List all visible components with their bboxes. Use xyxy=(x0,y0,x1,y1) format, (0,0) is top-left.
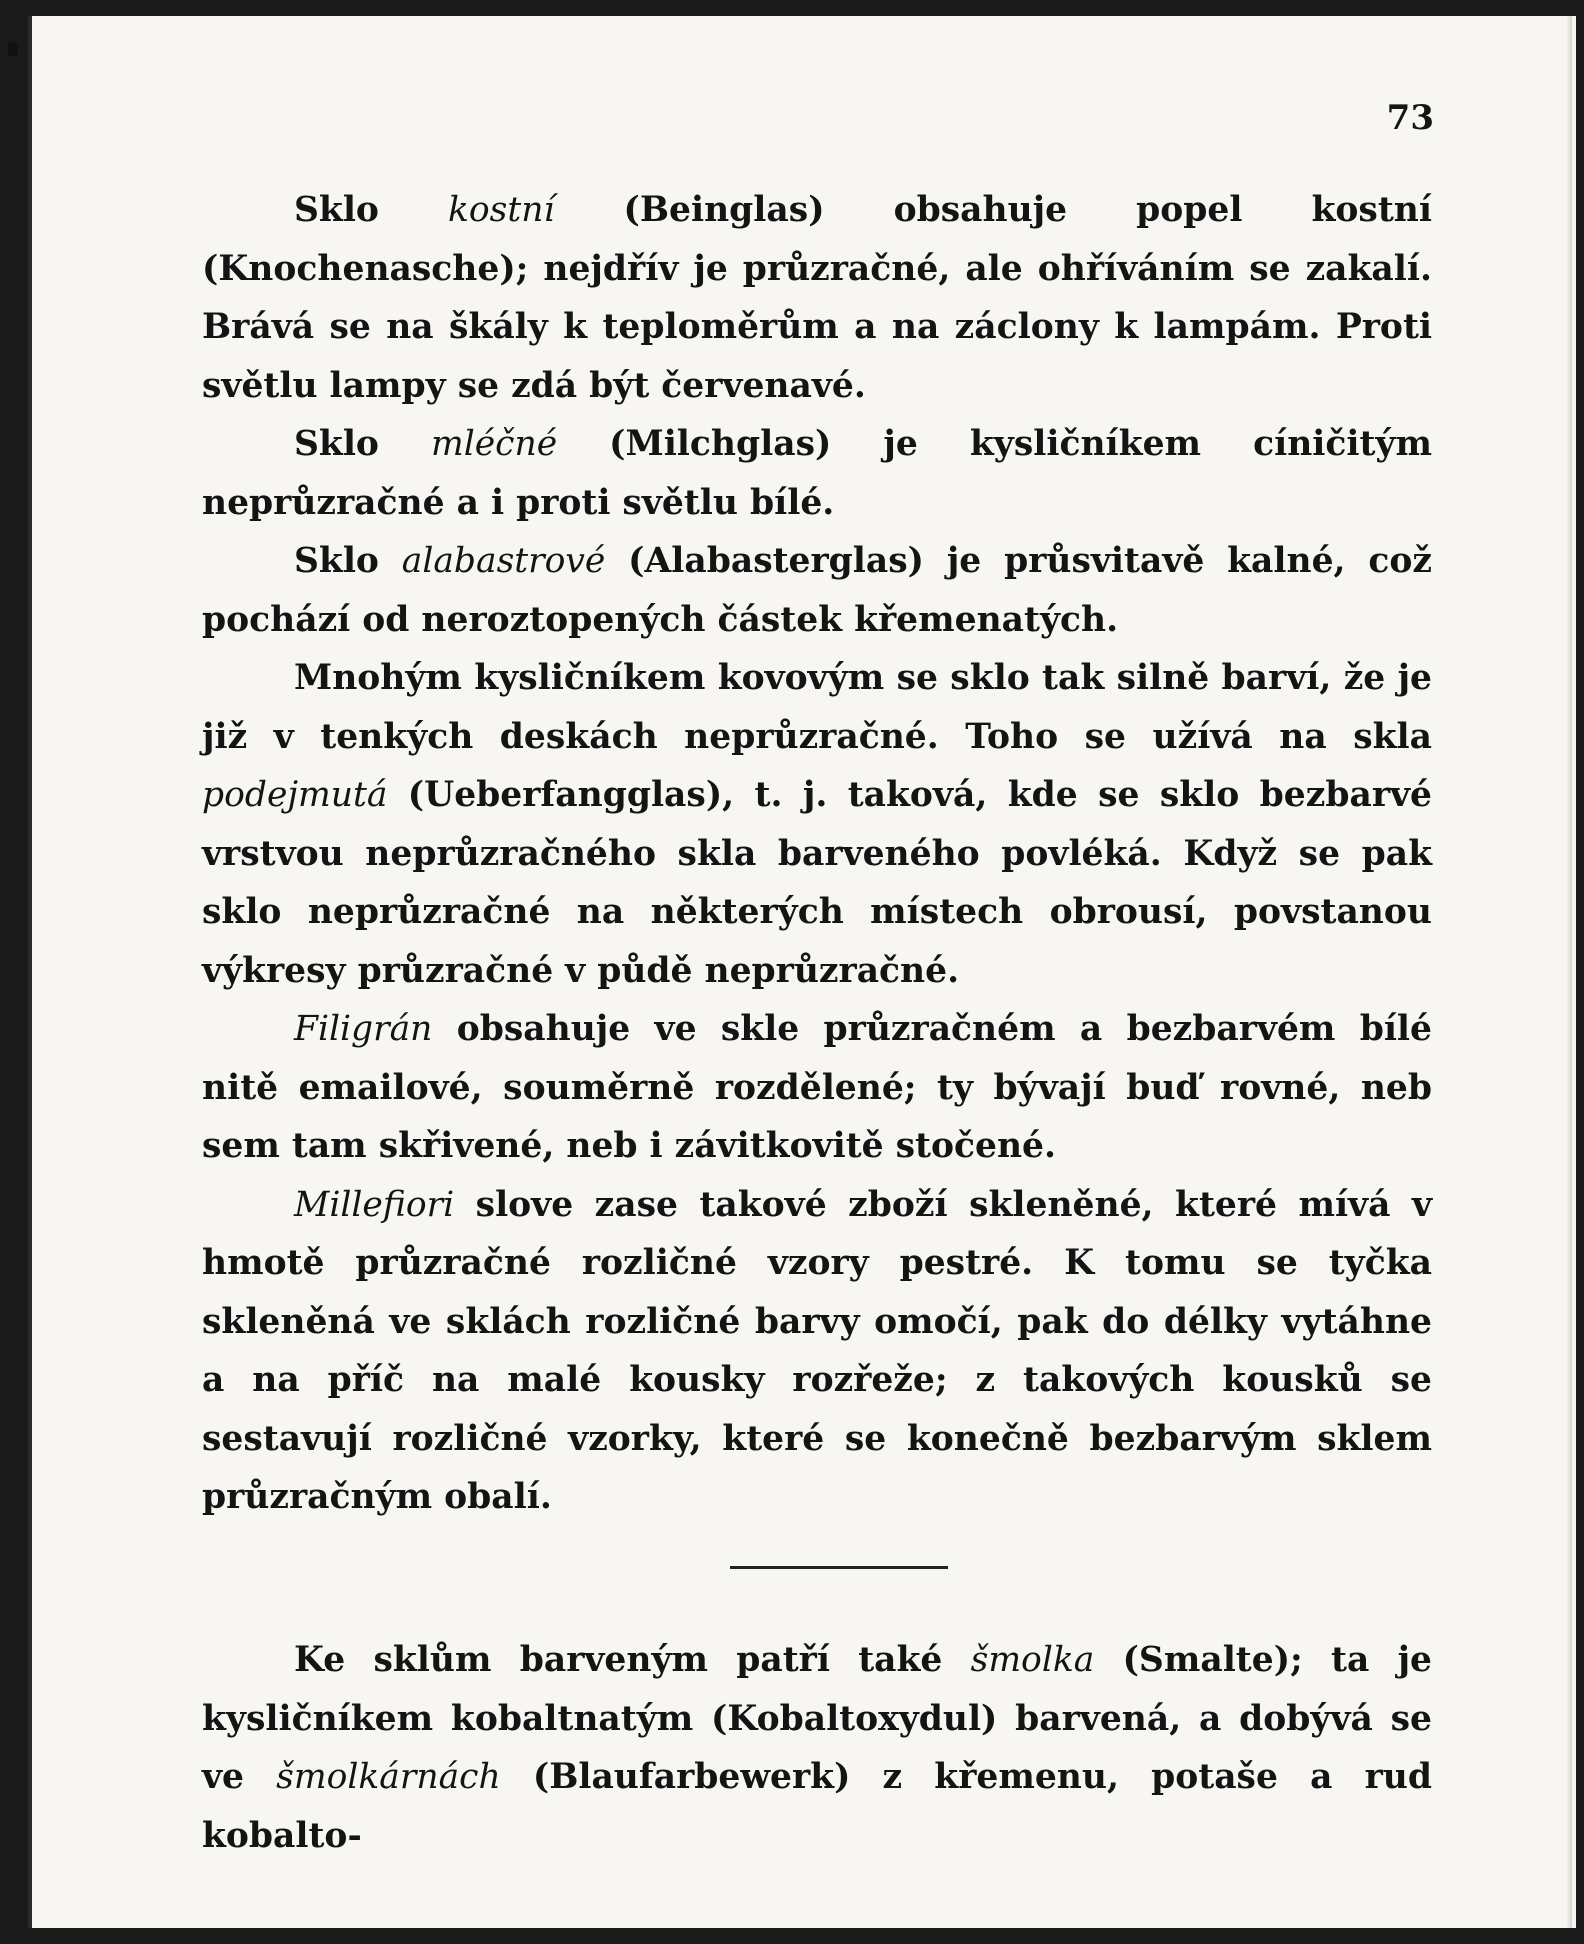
paragraph-kostni xyxy=(202,181,1432,415)
text-run: obsahuje ve skle průzračném a bezbarvém bílé nitě emailové, souměrně rozdělené; ty bývají buď rovné, neb sem tam skřivené, neb i závitkovitě stočené. xyxy=(202,1009,1432,1166)
page-edge-shadow xyxy=(1566,16,1572,1928)
text-run: Sklo xyxy=(294,424,431,464)
text-run: (Alabasterglas) je průsvitavě kalné, což pochází od neroztopených částek křemenatých. xyxy=(202,541,1432,640)
paragraph-alabastrove xyxy=(202,532,1432,649)
lower-text xyxy=(202,1631,1432,1865)
binding-mark xyxy=(8,42,18,56)
emphasis-term: mléčné xyxy=(431,424,558,464)
text-run: Ke sklům barveným patří také xyxy=(294,1640,971,1680)
text-run: slove zase takové zboží skleněné, které mívá v hmotě průzračné rozličné vzory pestré. K tomu se tyčka skleněná ve sklách rozličné barvy omočí, pak do délky vytáhne a na příč na malé kousky rozřeže; z takových kousků se sestavují rozličné vzorky, které se konečně bezbarvým sklem průzračným obalí. xyxy=(202,1184,1432,1517)
text-run: (Milchglas) je kysličníkem cíničitým neprůzračné a i proti světlu bílé. xyxy=(202,424,1432,523)
paragraph-filigran xyxy=(202,1000,1432,1176)
text-run: (Smalte); ta je kysličníkem kobaltnatým (Kobaltoxydul) barvená, a dobývá se ve xyxy=(202,1640,1432,1797)
emphasis-term: alabastrové xyxy=(401,541,606,581)
emphasis-term: šmolka xyxy=(970,1640,1095,1680)
paragraph-smolka xyxy=(202,1631,1432,1865)
paragraph-mlecne xyxy=(202,415,1432,532)
main-text xyxy=(202,181,1432,1527)
text-run: Mnohým kysličníkem kovovým se sklo tak silně barví, že je již v tenkých deskách neprůzračné. Toho se užívá na skla xyxy=(202,658,1432,757)
paragraph-podejmuta xyxy=(202,649,1432,1000)
section-divider xyxy=(730,1566,948,1569)
book-page xyxy=(28,16,1576,1928)
emphasis-term: Millefiori xyxy=(294,1184,455,1225)
emphasis-term: šmolkárnách xyxy=(276,1757,501,1797)
text-run: Sklo xyxy=(294,190,448,230)
emphasis-term: kostní xyxy=(448,190,555,230)
page-number: 73 xyxy=(1386,98,1434,138)
text-run: (Blaufarbewerk) z křemenu, potaše a rud kobalto- xyxy=(202,1757,1432,1856)
text-run: (Beinglas) obsahuje popel kostní (Knochenasche); nejdřív je průzračné, ale ohříváním se zakalí. Brává se na škály k teploměrům a na záclony k lampám. Proti světlu lampy se zdá být červenavé. xyxy=(202,190,1432,406)
emphasis-term: podejmutá xyxy=(202,775,388,815)
paragraph-millefiori xyxy=(202,1176,1432,1527)
text-run: Sklo xyxy=(294,541,402,581)
text-run: (Ueberfangglas), t. j. taková, kde se sklo bezbarvé vrstvou neprůzračného skla barveného povléká. Když se pak sklo neprůzračné na některých místech obrousí, povstanou výkresy průzračné v půdě neprůzračné. xyxy=(202,775,1432,991)
emphasis-term: Filigrán xyxy=(294,1009,433,1049)
